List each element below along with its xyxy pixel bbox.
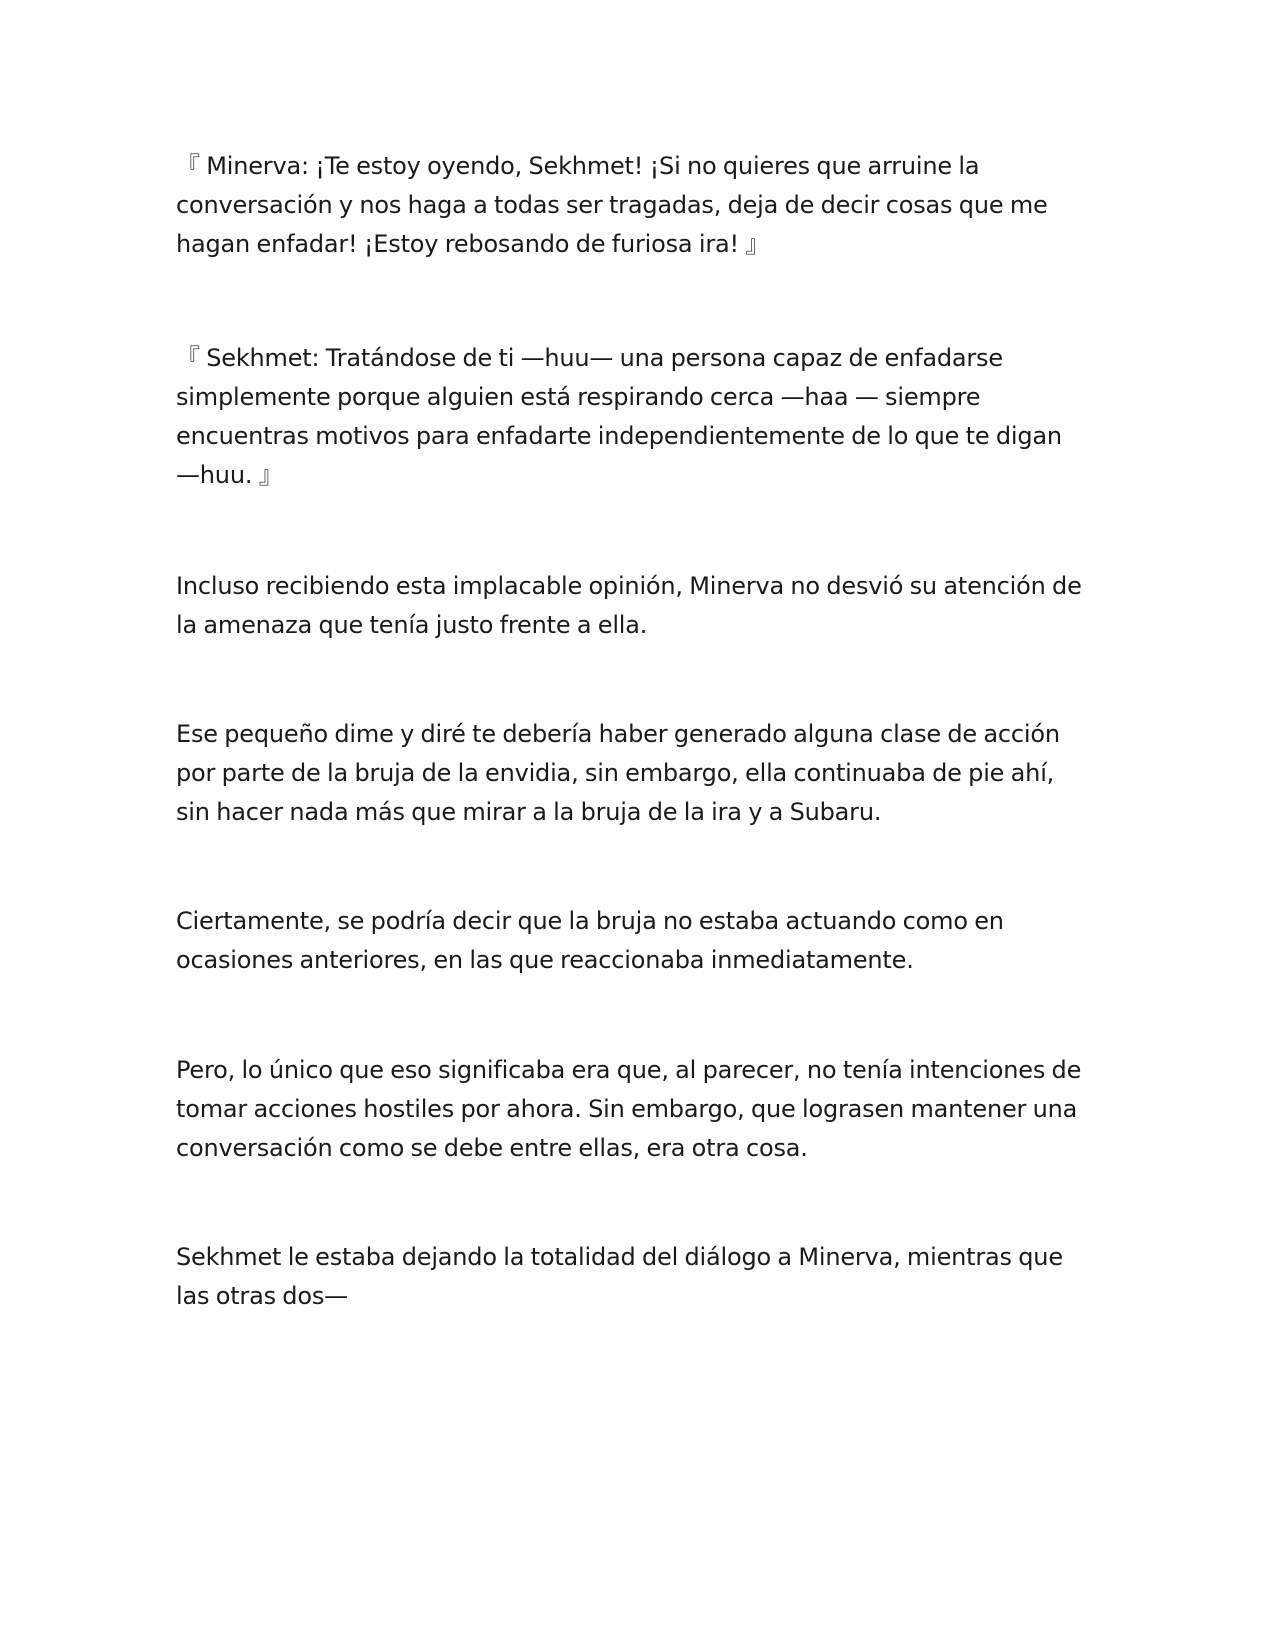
paragraph-line: ocasiones anteriores, en las que reaccionaba inmediatamente. [176, 946, 914, 974]
paragraph-line: por parte de la bruja de la envidia, sin embargo, ella continuaba de pie ahí, [176, 759, 1055, 787]
paragraph-line: Pero, lo único que eso significaba era que, al parecer, no tenía intenciones de [176, 1056, 1082, 1084]
paragraph-line: Sekhmet le estaba dejando la totalidad del diálogo a Minerva, mientras que [176, 1243, 1063, 1271]
paragraph-narration-4 [176, 1051, 1106, 1168]
paragraph-line: Ese pequeño dime y diré te debería haber generado alguna clase de acción [176, 720, 1060, 748]
paragraph-sekhmet-dialogue [176, 339, 1106, 495]
paragraph-minerva-dialogue [176, 147, 1106, 264]
paragraph-narration-5 [176, 1238, 1106, 1316]
paragraph-narration-1 [176, 567, 1106, 645]
paragraph-line: 『 Sekhmet: Tratándose de ti —huu— una persona capaz de enfadarse [176, 344, 1003, 372]
paragraph-narration-3 [176, 902, 1106, 980]
paragraph-line: conversación y nos haga a todas ser tragadas, deja de decir cosas que me [176, 191, 1048, 219]
paragraph-line: sin hacer nada más que mirar a la bruja de la ira y a Subaru. [176, 798, 882, 826]
paragraph-line: conversación como se debe entre ellas, era otra cosa. [176, 1134, 808, 1162]
paragraph-line: simplemente porque alguien está respirando cerca —haa — siempre [176, 383, 981, 411]
paragraph-narration-2 [176, 715, 1106, 832]
paragraph-line: hagan enfadar! ¡Estoy rebosando de furiosa ira! 』 [176, 230, 770, 258]
paragraph-line: las otras dos— [176, 1282, 348, 1310]
paragraph-line: encuentras motivos para enfadarte independientemente de lo que te digan [176, 422, 1062, 450]
paragraph-line: Incluso recibiendo esta implacable opinión, Minerva no desvió su atención de [176, 572, 1082, 600]
paragraph-line: tomar acciones hostiles por ahora. Sin embargo, que lograsen mantener una [176, 1095, 1078, 1123]
paragraph-line: Ciertamente, se podría decir que la bruja no estaba actuando como en [176, 907, 1004, 935]
paragraph-line: 『 Minerva: ¡Te estoy oyendo, Sekhmet! ¡Si no quieres que arruine la [176, 152, 980, 180]
paragraph-line: —huu. 』 [176, 461, 283, 489]
paragraph-line: la amenaza que tenía justo frente a ella. [176, 611, 648, 639]
